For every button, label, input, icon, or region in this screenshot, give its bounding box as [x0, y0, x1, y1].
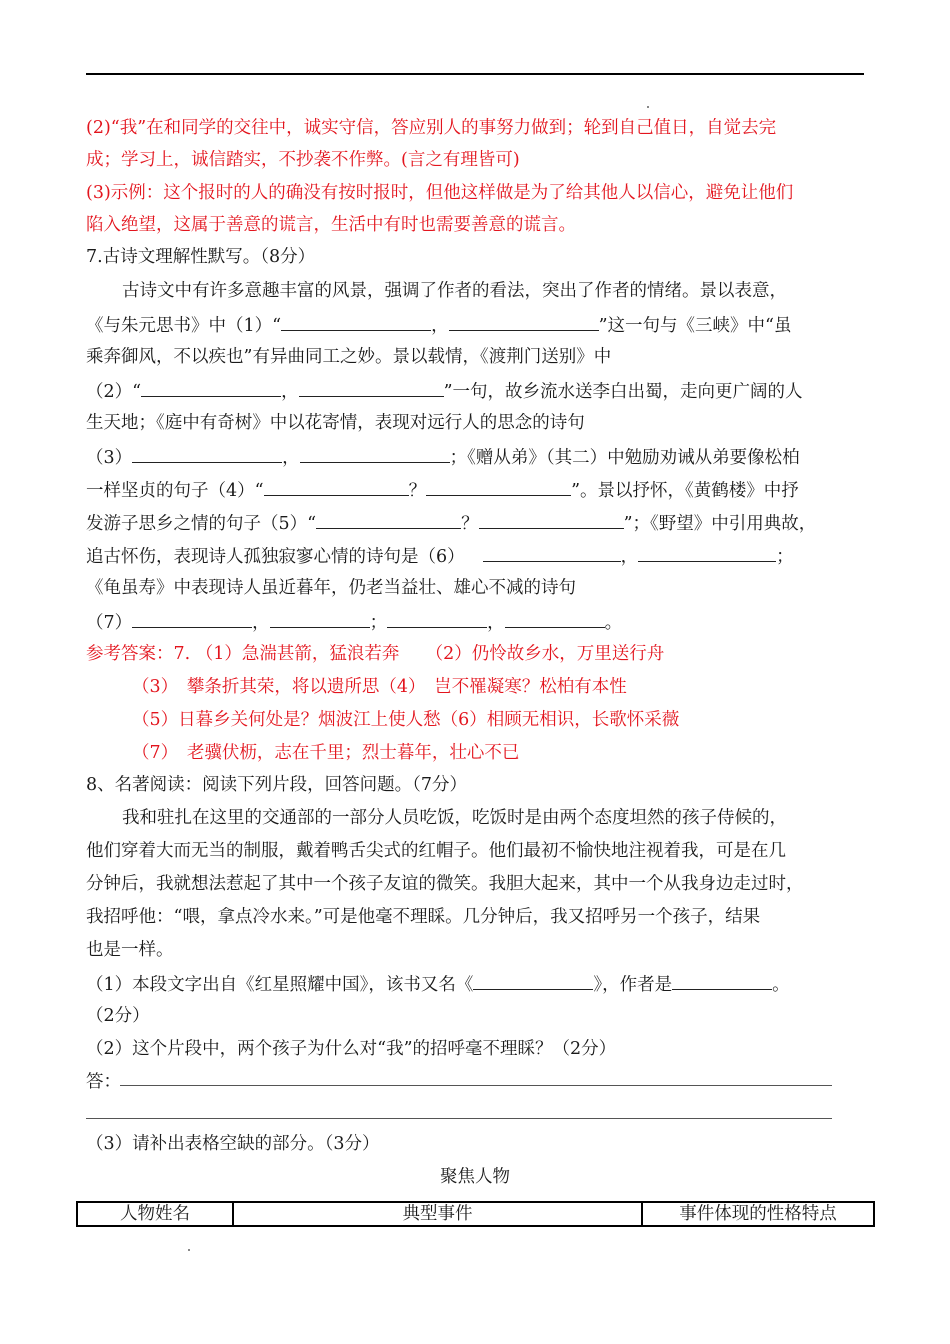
- q8-passage: 分钟后，我就想法惹起了其中一个孩子友谊的微笑。我胆大起来，其中一个从我身边走过时，: [86, 874, 804, 894]
- q8-passage: 他们穿着大而无当的制服，戴着鸭舌尖式的红帽子。他们最初不愉快地注视着我，可是在几: [86, 841, 786, 861]
- question-7-heading: 7.古诗文理解性默写。（8分）: [86, 247, 316, 267]
- q8-sub1-points: （2分）: [86, 1006, 150, 1026]
- q7-answer-line3: （5）日暮乡关何处是？烟波江上使人愁（6）相顾无相识，长歌怀采薇: [132, 710, 680, 730]
- q7-line: 《与朱元思书》中（1）“ ， ”这一句与《三峡》中“虽: [86, 312, 792, 338]
- q7-line: 发游子思乡之情的句子（5）“ ？ ”；《野望》中引用典故，: [86, 510, 816, 536]
- q7-answer-line2: （3） 攀条折其荣，将以遗所思（4） 岂不罹凝寒？松柏有本性: [132, 677, 627, 697]
- answer-6-2-line2: 成；学习上，诚信踏实，不抄袭不作弊。(言之有理皆可): [86, 150, 520, 170]
- q8-sub2: （2）这个片段中，两个孩子为什么对“我”的招呼毫不理睬？（2分）: [86, 1039, 617, 1059]
- q7-answer-line4: （7） 老骥伏枥，志在千里；烈士暮年，壮心不已: [132, 743, 520, 763]
- fill-blank-4b[interactable]: [426, 477, 571, 496]
- table-caption: 聚焦人物: [440, 1167, 510, 1187]
- q8-sub1: （1）本段文字出自《红星照耀中国》，该书又名《 》，作者是 。: [86, 971, 790, 997]
- fill-blank-4a[interactable]: [264, 477, 409, 496]
- q7-line: （7） ， ； ， 。: [86, 609, 622, 635]
- table-header-cell: 事件体现的性格特点: [642, 1202, 874, 1226]
- table-header-row: [77, 1202, 874, 1226]
- table-header-cell: 人物姓名: [77, 1202, 233, 1226]
- q7-paragraph: 古诗文中有许多意趣丰富的风景，强调了作者的看法，突出了作者的情绪。景以表意，: [122, 281, 787, 301]
- q7-line: 追古怀伤，表现诗人孤独寂寥心情的诗句是（6） ， ；: [86, 543, 794, 569]
- fill-blank-7b[interactable]: [270, 609, 370, 628]
- fill-blank-7a[interactable]: [132, 609, 252, 628]
- fill-blank-1a[interactable]: [281, 312, 431, 331]
- fill-blank-7c[interactable]: [387, 609, 487, 628]
- answer-line-2[interactable]: [86, 1118, 832, 1119]
- fill-blank-5b[interactable]: [479, 510, 624, 529]
- fill-blank-6a[interactable]: [483, 543, 621, 562]
- table-header-cell: 典型事件: [233, 1202, 642, 1226]
- answer-6-3-line2: 陷入绝望，这属于善意的谎言，生活中有时也需要善意的谎言。: [86, 215, 576, 235]
- fill-blank-7d[interactable]: [505, 609, 605, 628]
- speck: [647, 106, 649, 108]
- fill-blank-3a[interactable]: [132, 444, 282, 463]
- q8-passage: 也是一样。: [86, 940, 174, 960]
- q7-line: 乘奔御风，不以疾也”有异曲同工之妙。景以载情，《渡荆门送别》中: [86, 347, 612, 367]
- fill-blank-2b[interactable]: [299, 378, 444, 397]
- answer-6-2-line1: (2)“我”在和同学的交往中，诚实守信，答应别人的事努力做到；轮到自己值日，自觉去完: [86, 118, 777, 138]
- fill-blank-1b[interactable]: [449, 312, 599, 331]
- fill-blank-3b[interactable]: [300, 444, 450, 463]
- q7-line: 《龟虽寿》中表现诗人虽近暮年，仍老当益壮、雄心不减的诗句: [86, 578, 576, 598]
- q7-line: （3） ， ；《赠从弟》（其二）中勉励劝诫从弟要像松柏: [86, 444, 800, 470]
- fill-blank-2a[interactable]: [141, 378, 281, 397]
- fill-blank-alt-title[interactable]: [473, 971, 593, 990]
- q7-line: （2）“ ， ”一句，故乡流水送李白出蜀，走向更广阔的人: [86, 378, 803, 404]
- people-table: [76, 1201, 875, 1227]
- question-8-heading: 8、名著阅读：阅读下列片段，回答问题。（7分）: [86, 775, 468, 795]
- fill-blank-5a[interactable]: [316, 510, 461, 529]
- q7-line: 生天地；《庭中有奇树》中以花寄情，表现对远行人的思念的诗句: [86, 413, 585, 433]
- fill-blank-author[interactable]: [672, 971, 772, 990]
- q7-answer-line1: 参考答案：7. （1）急湍甚箭，猛浪若奔 （2）仍怜故乡水，万里送行舟: [86, 644, 665, 664]
- header-rule: [86, 73, 864, 75]
- answer-6-3-line1: (3)示例：这个报时的人的确没有按时报时，但他这样做是为了给其他人以信心，避免让他们: [86, 183, 794, 203]
- speck: [188, 1249, 190, 1251]
- q7-line: 一样坚贞的句子（4）“ ？ ”。景以抒怀，《黄鹤楼》中抒: [86, 477, 799, 503]
- fill-blank-6b[interactable]: [638, 543, 776, 562]
- answer-label: 答：: [86, 1072, 121, 1092]
- q7-text: 《与朱元思书》中（1）“: [86, 316, 282, 336]
- answer-line-1[interactable]: [120, 1085, 832, 1086]
- q8-sub3: （3）请补出表格空缺的部分。（3分）: [86, 1134, 380, 1154]
- q8-passage: 我和驻扎在这里的交通部的一部分人员吃饭，吃饭时是由两个态度坦然的孩子侍候的，: [122, 808, 787, 828]
- q8-passage: 我招呼他：“喂，拿点冷水来。”可是他毫不理睬。几分钟后，我又招呼另一个孩子，结果: [86, 907, 761, 927]
